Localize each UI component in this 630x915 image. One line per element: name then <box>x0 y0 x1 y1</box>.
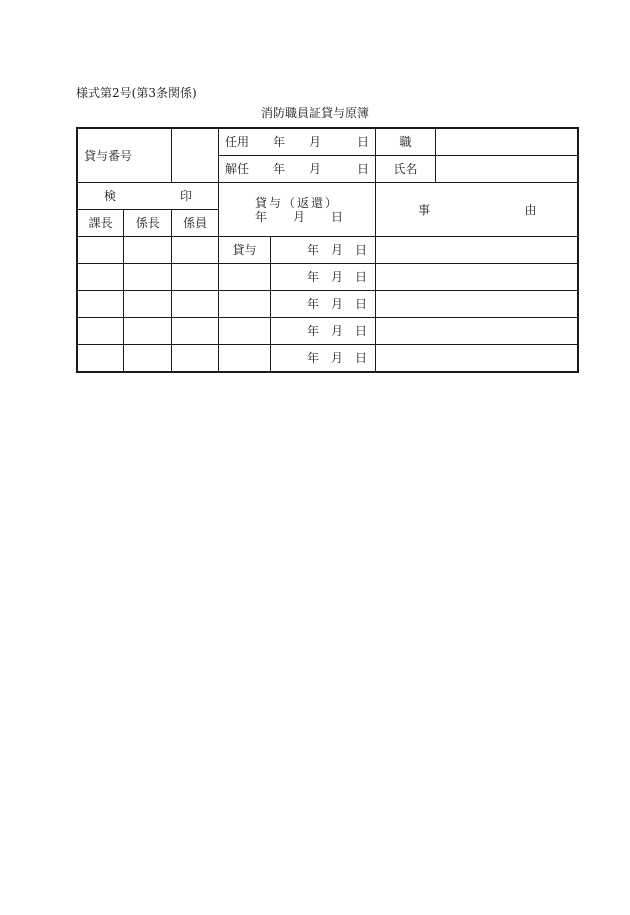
header-row-appointment <box>77 128 578 156</box>
position-label-cell: 職 <box>376 128 436 156</box>
lending-type-cell <box>219 264 271 291</box>
subsection-chief-seal-cell[interactable] <box>124 264 172 291</box>
lending-return-title: 貸与（返還） <box>255 195 340 210</box>
section-chief-seal-cell[interactable] <box>77 264 124 291</box>
section-chief-label-cell: 課長 <box>77 210 124 237</box>
lending-return-year-label: 年 <box>255 209 268 224</box>
appointment-day-label: 日 <box>357 135 370 149</box>
date-cell[interactable]: 年 月 日 <box>270 345 375 373</box>
table-row <box>77 318 578 345</box>
reason-cell[interactable] <box>376 291 578 318</box>
reason-cell[interactable] <box>376 264 578 291</box>
appointment-month-label: 月 <box>309 135 322 149</box>
lending-number-value-cell[interactable] <box>172 128 219 183</box>
date-cell[interactable]: 年 月 日 <box>270 318 375 345</box>
subsection-chief-seal-cell[interactable] <box>124 237 172 264</box>
reason-char-2: 由 <box>524 202 537 217</box>
staff-seal-cell[interactable] <box>172 291 219 318</box>
section-chief-seal-cell[interactable] <box>77 345 124 373</box>
dismissal-day-label: 日 <box>357 162 370 176</box>
section-chief-seal-cell[interactable] <box>77 237 124 264</box>
date-cell[interactable]: 年 月 日 <box>270 291 375 318</box>
inspection-header-row <box>77 183 578 210</box>
name-label-cell: 氏名 <box>376 156 436 183</box>
dismissal-month-label: 月 <box>309 162 322 176</box>
subsection-chief-seal-cell[interactable] <box>124 345 172 373</box>
lending-return-month-label: 月 <box>293 209 306 224</box>
appointment-label: 任用 <box>225 135 250 149</box>
section-chief-seal-cell[interactable] <box>77 291 124 318</box>
lending-type-cell <box>219 291 271 318</box>
date-cell[interactable]: 年 月 日 <box>270 264 375 291</box>
subsection-chief-label-cell: 係長 <box>124 210 172 237</box>
date-cell[interactable]: 年 月 日 <box>270 237 375 264</box>
table-row <box>77 345 578 373</box>
lending-type-cell: 貸与 <box>219 237 271 264</box>
reason-cell[interactable] <box>376 237 578 264</box>
staff-seal-cell[interactable] <box>172 237 219 264</box>
staff-label-cell: 係員 <box>172 210 219 237</box>
lending-return-header-cell <box>219 183 376 237</box>
subsection-chief-seal-cell[interactable] <box>124 291 172 318</box>
staff-seal-cell[interactable] <box>172 345 219 373</box>
lending-number-label-cell: 貸与番号 <box>77 128 172 183</box>
table-row <box>77 237 578 264</box>
lending-type-cell <box>219 345 271 373</box>
reason-char-1: 事 <box>418 202 431 217</box>
dismissal-label: 解任 <box>225 162 250 176</box>
position-value-cell[interactable] <box>436 128 578 156</box>
reason-cell[interactable] <box>376 318 578 345</box>
reason-cell[interactable] <box>376 345 578 373</box>
inspection-title-cell: 検 印 <box>77 183 219 210</box>
reason-header-cell <box>376 183 578 237</box>
form-number-label: 様式第2号(第3条関係) <box>76 86 197 100</box>
lending-type-cell <box>219 318 271 345</box>
subsection-chief-seal-cell[interactable] <box>124 318 172 345</box>
document-title: 消防職員証貸与原簿 <box>260 106 369 120</box>
staff-seal-cell[interactable] <box>172 264 219 291</box>
table-row <box>77 264 578 291</box>
lending-return-day-label: 日 <box>331 209 344 224</box>
appointment-date-cell[interactable] <box>219 128 376 156</box>
lending-register-table <box>76 127 579 373</box>
dismissal-date-cell[interactable] <box>219 156 376 183</box>
name-value-cell[interactable] <box>436 156 578 183</box>
staff-seal-cell[interactable] <box>172 318 219 345</box>
table-row <box>77 291 578 318</box>
dismissal-year-label: 年 <box>273 162 286 176</box>
appointment-year-label: 年 <box>273 135 286 149</box>
section-chief-seal-cell[interactable] <box>77 318 124 345</box>
